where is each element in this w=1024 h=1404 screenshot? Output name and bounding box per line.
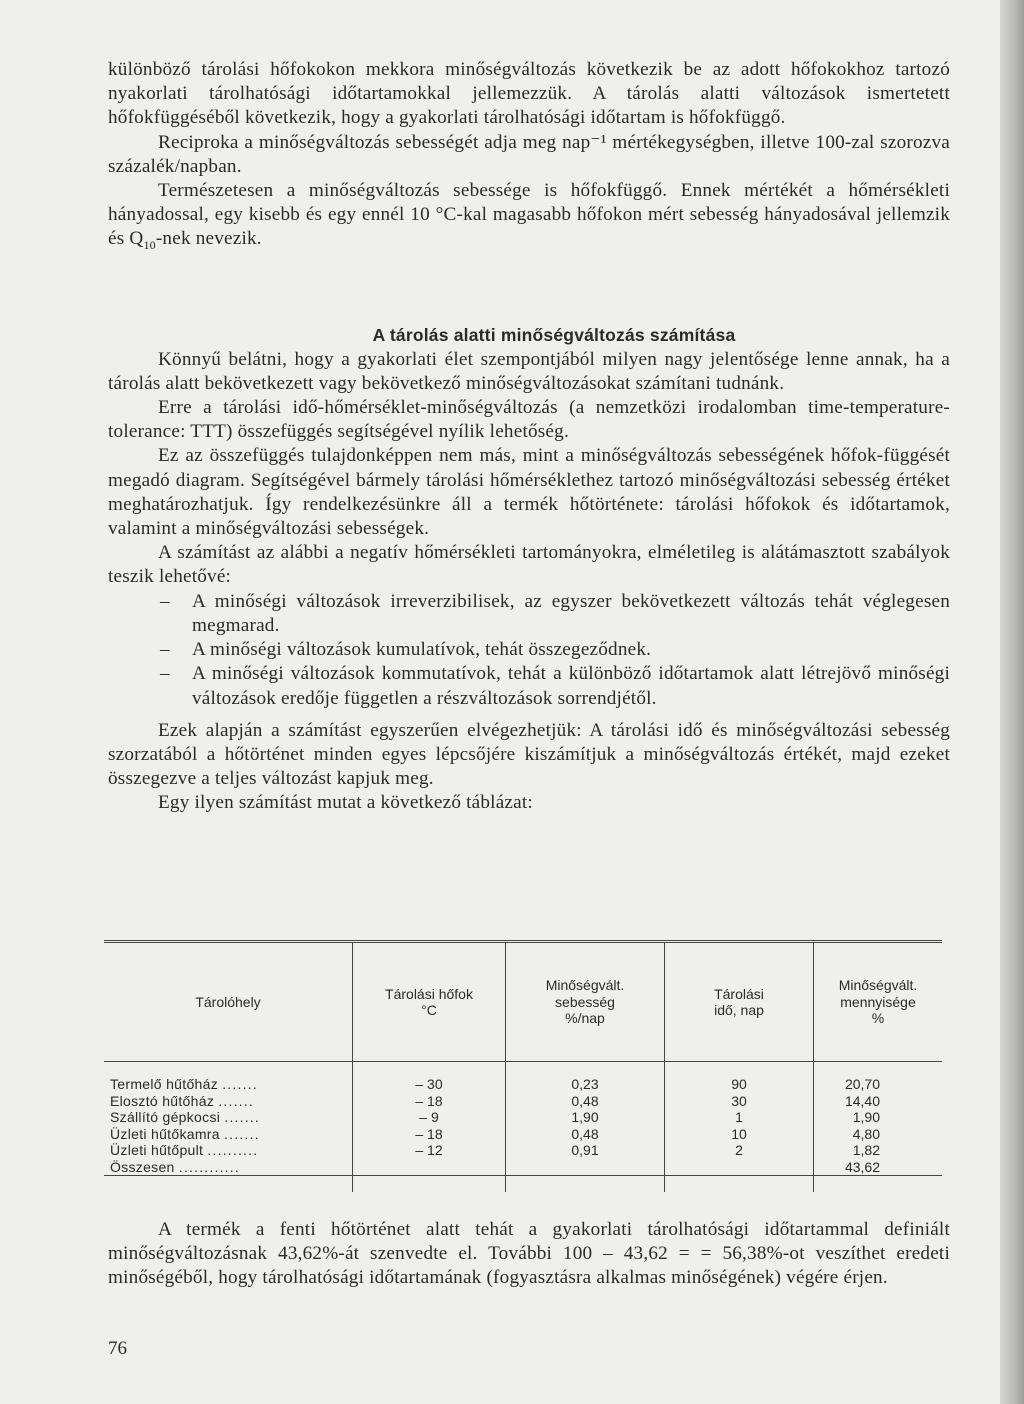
cell-amount: 1,82 <box>814 1142 943 1159</box>
place-label: Szállító gépkocsi <box>110 1109 221 1125</box>
cell-rate: 0,91 <box>506 1142 665 1159</box>
list-dash: – <box>160 590 170 612</box>
cell-rate: 0,48 <box>506 1093 665 1110</box>
cell-amount: 43,62 <box>814 1159 943 1176</box>
header-temperature: Tárolási hőfok °C <box>353 942 506 1062</box>
table-row <box>104 1126 942 1143</box>
paragraph: Könnyű belátni, hogy a gyakorlati élet szempontjából milyen nagy jelentősége lenne annak, ha a tárolás alatt bekövetkezett vagy bekövetkező minőségváltozásokat számítani tudnánk. <box>108 348 950 394</box>
place-label: Összesen <box>110 1158 175 1175</box>
paragraph: különböző tárolási hőfokokon mekkora minőségváltozás következik be az adott hőfokokhoz tartozó nyakorlati tárolhatósági időtartamokkal jellemezzük. A tárolás alatti változások ismertetett hőfokfüggéséből következik, hogy a gyakorlati tárolhatósági időtartam is hőfokfüggő. <box>108 59 950 129</box>
leader-dots: ............ <box>178 1158 240 1175</box>
cell-days <box>665 1159 814 1176</box>
list-dash: – <box>160 639 170 661</box>
place-label: Üzleti hűtőpult <box>110 1142 204 1158</box>
table-row <box>104 1159 942 1176</box>
list-item-text: A minőségi változások kumulatívok, tehát összegeződnek. <box>192 639 652 661</box>
paragraph-text: -nek nevezik. <box>155 228 262 250</box>
leader-dots: ....... <box>224 1125 260 1142</box>
cell-rate: 0,23 <box>506 1062 665 1093</box>
rules-list <box>108 590 950 711</box>
paragraph: A termék a fenti hőtörténet alatt tehát a gyakorlati tárolhatósági időtartammal definiált minőségváltozásnak 43,62%-át szenvedte el. További 100 – 43,62 = = 56,38%-ot veszíthet eredeti minőségéből, hogy tárolhatósági időtartamának (fogyasztásra alkalmas minőségének) végére érjen. <box>108 1219 950 1289</box>
cell-days: 10 <box>665 1126 814 1143</box>
cell-days: 90 <box>665 1062 814 1093</box>
leader-dots: .......... <box>207 1142 259 1158</box>
place-label: Termelő hűtőház <box>110 1076 219 1092</box>
list-item <box>108 590 950 638</box>
cell-rate: 0,48 <box>506 1126 665 1143</box>
body-text <box>108 58 950 816</box>
cell-place <box>104 1126 353 1143</box>
cell-place <box>104 1093 353 1110</box>
paragraph: Ez az összefüggés tulajdonképpen nem más, mint a minőségváltozás sebességének hőfok-függését megadó diagram. Segítségével bármely tárolási hőmérséklethez tartozó minőségváltozási sebesség értéket meghatározhatjuk. Így rendelkezésünkre áll a termék hőtörténete: tárolási hőfokok és időtartamok, valamint a minőségváltozási sebességek. <box>108 445 950 540</box>
header-rate: Minőségvált. sebesség %/nap <box>506 942 665 1062</box>
cell-rate: 1,90 <box>506 1109 665 1126</box>
cell-temperature: – 12 <box>353 1142 506 1159</box>
cell-temperature: – 30 <box>353 1062 506 1093</box>
list-item-text: A minőségi változások kommutatívok, tehát a különböző időtartamok alatt létrejövő minőségi változások eredője független a részváltozások sorrendjétől. <box>192 663 950 709</box>
paragraph: Egy ilyen számítást mutat a következő táblázat: <box>158 792 533 814</box>
cell-amount: 14,40 <box>814 1093 943 1110</box>
paragraph <box>108 179 950 257</box>
table-row <box>104 1062 942 1093</box>
cell-place <box>104 1142 353 1159</box>
header-storage-place: Tárolóhely <box>104 942 353 1062</box>
leader-dots: ....... <box>222 1076 258 1092</box>
book-binding-edge <box>1000 0 1024 1404</box>
paragraph: Ezek alapján a számítást egyszerűen elvégezhetjük: A tárolási idő és minőségváltozási sebesség szorzatából a hőtörténet minden egyes lépcsőjére kiszámítjuk a minőségváltozás értékét, majd ezeket összegezve a teljes változást kapjuk meg. <box>108 719 950 790</box>
leader-dots: ....... <box>218 1092 254 1109</box>
cell-place <box>104 1159 353 1176</box>
place-label: Elosztó hűtőház <box>110 1092 215 1109</box>
paragraph: A számítást az alábbi a negatív hőmérsékleti tartományokra, elméletileg is alátámasztott szabályok teszik lehetővé: <box>108 542 950 588</box>
subscript: 10 <box>143 238 156 253</box>
table-row <box>104 1093 942 1110</box>
place-label: Üzleti hűtőkamra <box>110 1125 220 1142</box>
cell-temperature <box>353 1159 506 1176</box>
cell-temperature: – 18 <box>353 1093 506 1110</box>
cell-place <box>104 1109 353 1126</box>
cell-temperature: – 18 <box>353 1126 506 1143</box>
paragraph-text: Természetesen a minőségváltozás sebessége is hőfokfüggő. Ennek mértékét a hőmérsékleti hányadossal, egy kisebb és egy ennél 10 °C-kal magasabb hőfokon mért sebesség hányadosával jellemzik és Q <box>108 180 950 250</box>
header-amount: Minőségvált. mennyisége % <box>814 942 943 1062</box>
cell-amount: 1,90 <box>814 1109 943 1126</box>
leader-dots: ....... <box>224 1109 260 1125</box>
header-days: Tárolási idő, nap <box>665 942 814 1062</box>
closing-text <box>108 1218 950 1291</box>
list-item <box>108 662 950 710</box>
table-row <box>104 1109 942 1126</box>
storage-table <box>104 940 942 1192</box>
cell-temperature: – 9 <box>353 1109 506 1126</box>
paragraph: Reciproka a minőségváltozás sebességét adja meg nap⁻¹ mértékegységben, illetve 100-zal szorozva százalék/napban. <box>108 131 950 177</box>
cell-place <box>104 1062 353 1093</box>
list-item-text: A minőségi változások irreverzibilisek, az egyszer bekövetkezett változás tehát véglegesen megmarad. <box>192 590 950 636</box>
cell-days: 2 <box>665 1142 814 1159</box>
cell-days: 1 <box>665 1109 814 1126</box>
cell-amount: 20,70 <box>814 1062 943 1093</box>
cell-rate <box>506 1159 665 1176</box>
table-row <box>104 1142 942 1159</box>
list-item <box>108 638 950 662</box>
section-heading: A tárolás alatti minőségváltozás számítása <box>372 325 736 346</box>
list-dash: – <box>160 663 170 685</box>
page-number: 76 <box>108 1338 127 1359</box>
cell-amount: 4,80 <box>814 1126 943 1143</box>
paragraph: Erre a tárolási idő-hőmérséklet-minőségváltozás (a nemzetközi irodalomban time-temperature-tolerance: TTT) összefüggés segítségével nyílik lehetőség. <box>108 397 950 443</box>
cell-days: 30 <box>665 1093 814 1110</box>
